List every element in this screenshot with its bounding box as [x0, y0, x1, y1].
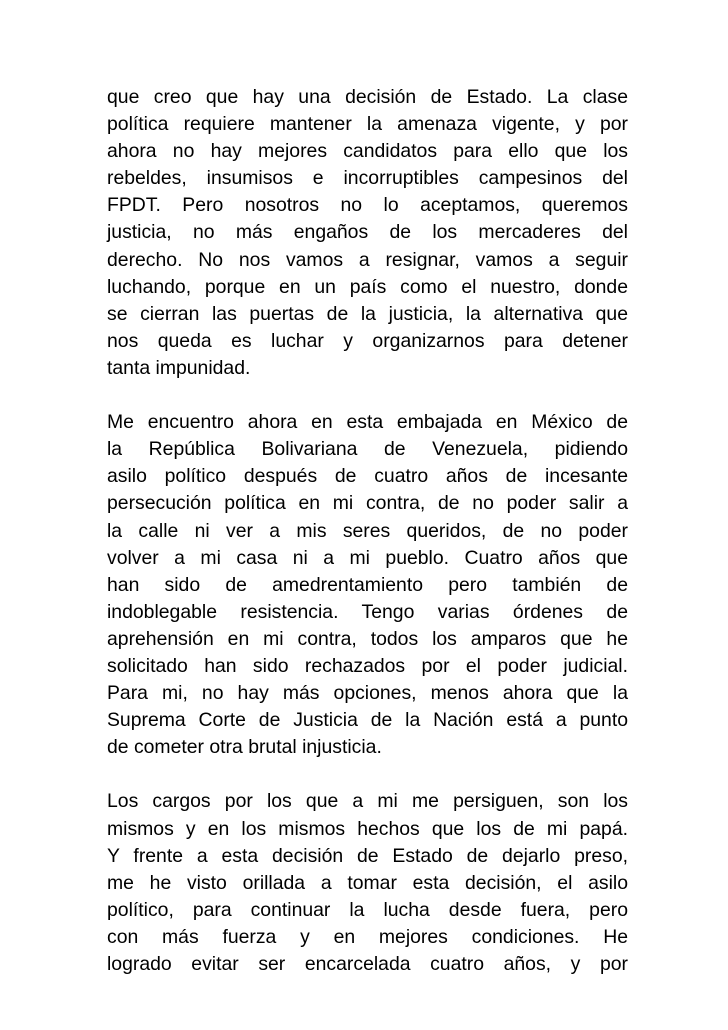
paragraph-1 [107, 84, 628, 382]
paragraph-3 [107, 788, 628, 978]
text-line: Los cargos por los que a mi me persiguen, son los [107, 790, 628, 813]
text-line: Y frente a esta decisión de Estado de dejarlo preso, [107, 844, 628, 867]
text-line: asilo político después de cuatro años de incesante [107, 465, 628, 488]
text-line: solicitado han sido rechazados por el poder judicial. [107, 654, 628, 677]
text-line: logrado evitar ser encarcelada cuatro años, y por [107, 953, 628, 975]
text-line: Me encuentro ahora en esta embajada en México de [107, 411, 628, 434]
text-line: nos queda es luchar y organizarnos para detener [107, 329, 628, 352]
text-line: indoblegable resistencia. Tengo varias órdenes de [107, 600, 628, 623]
text-line: Para mi, no hay más opciones, menos ahora que la [107, 682, 628, 705]
text-line: ahora no hay mejores candidatos para ello que los [107, 140, 628, 163]
text-line: FPDT. Pero nosotros no lo aceptamos, queremos [107, 194, 628, 217]
text-line: aprehensión en mi contra, todos los amparos que he [107, 627, 628, 650]
document-body [107, 84, 628, 1005]
text-line: político, para continuar la lucha desde fuera, pero [107, 898, 628, 921]
text-line: luchando, porque en un país como el nuestro, donde [107, 275, 628, 298]
text-line: la calle ni ver a mis seres queridos, de no poder [107, 519, 628, 542]
text-line: me he visto orillada a tomar esta decisión, el asilo [107, 871, 628, 894]
text-line: mismos y en los mismos hechos que los de mi papá. [107, 817, 628, 840]
text-line: con más fuerza y en mejores condiciones. He [107, 925, 628, 948]
text-line: tanta impunidad. [107, 356, 251, 379]
text-line: Suprema Corte de Justicia de la Nación está a punto [107, 709, 628, 732]
text-line: de cometer otra brutal injusticia. [107, 736, 382, 759]
text-line: derecho. No nos vamos a resignar, vamos a seguir [107, 248, 628, 271]
text-line: la República Bolivariana de Venezuela, pidiendo [107, 438, 628, 461]
text-line: política requiere mantener la amenaza vigente, y por [107, 113, 628, 136]
text-line: se cierran las puertas de la justicia, la alternativa que [107, 302, 628, 325]
text-line: han sido de amedrentamiento pero también de [107, 573, 628, 596]
text-line: volver a mi casa ni a mi pueblo. Cuatro años que [107, 546, 628, 569]
text-line: justicia, no más engaños de los mercaderes del [107, 221, 628, 244]
text-line: persecución política en mi contra, de no poder salir a [107, 492, 628, 515]
paragraph-2 [107, 409, 628, 761]
text-line: que creo que hay una decisión de Estado. La clase [107, 86, 628, 108]
text-line: rebeldes, insumisos e incorruptibles campesinos del [107, 167, 628, 190]
